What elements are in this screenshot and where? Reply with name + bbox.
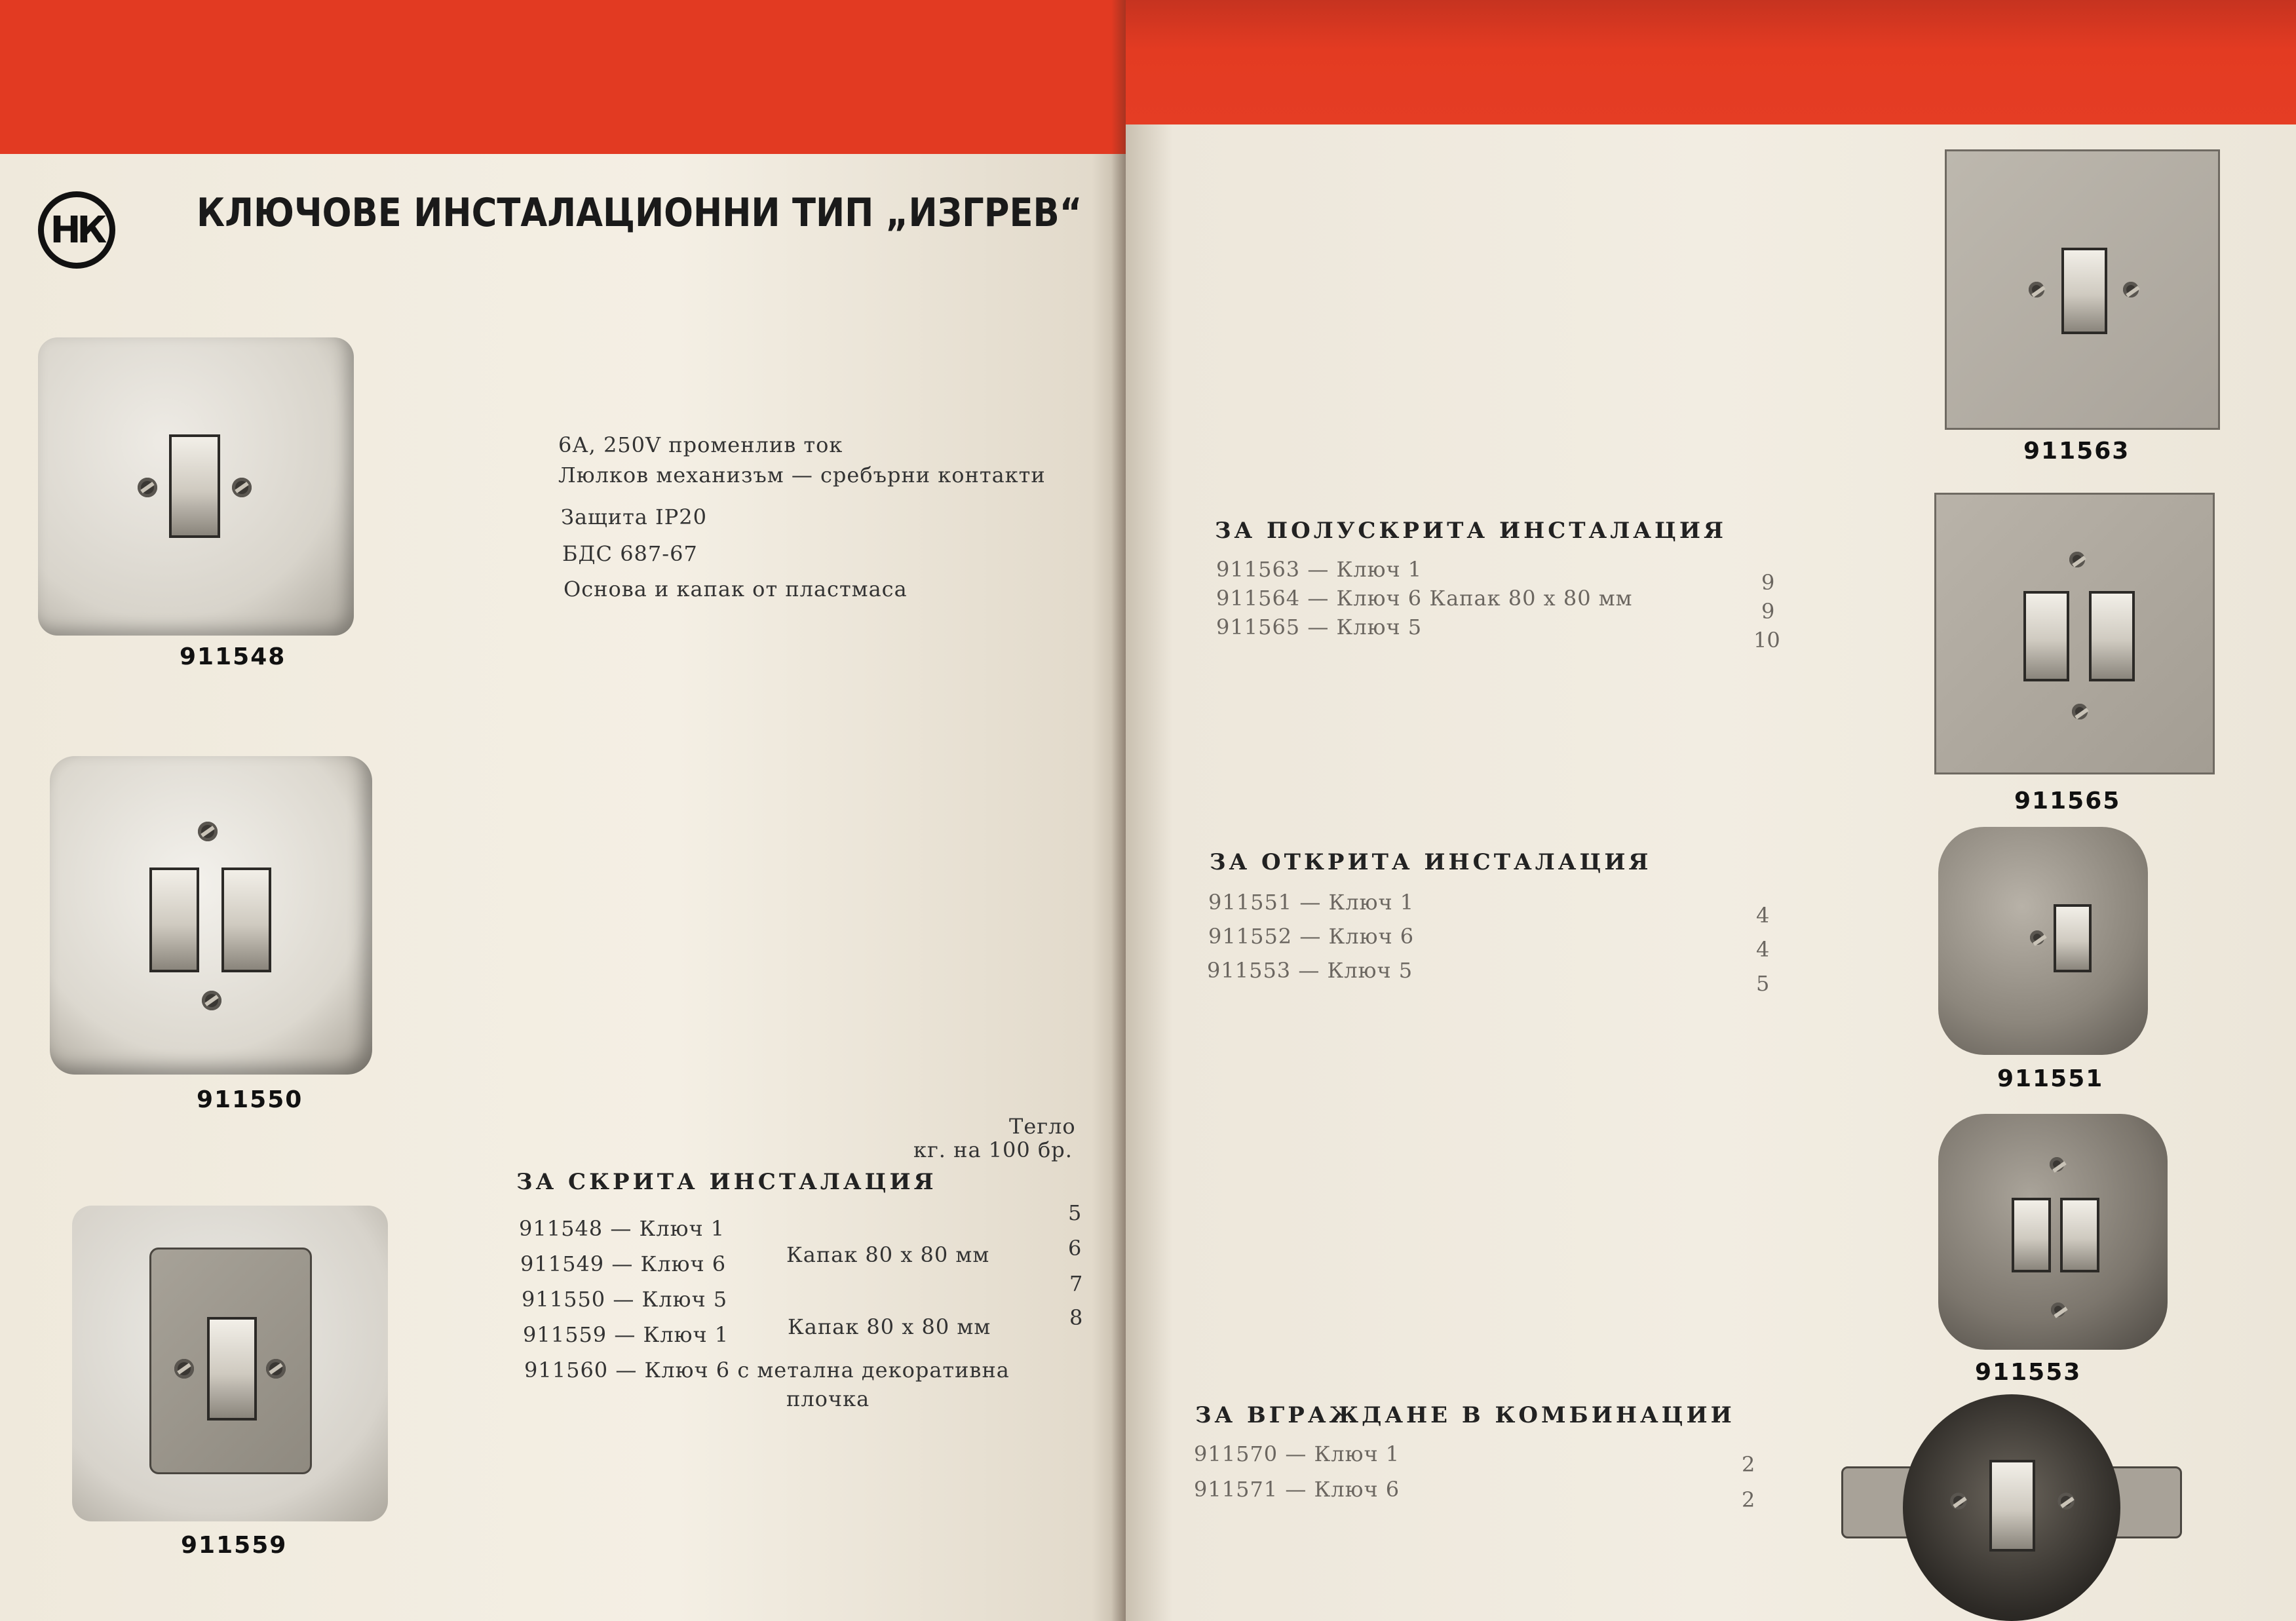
screw-icon: [2050, 1157, 2064, 1172]
weight-header-line1: Тегло: [1009, 1114, 1076, 1139]
rocker-key-right: [221, 868, 271, 972]
table-row: 911553 — Ключ 5: [1207, 958, 1413, 983]
screw-icon: [2030, 930, 2044, 945]
rocker-key-right: [2089, 591, 2135, 681]
screw-icon: [2057, 1493, 2075, 1510]
table-row: 911559 — Ключ 1: [523, 1322, 729, 1347]
switch-photo-911553: [1938, 1114, 2168, 1350]
switch-photo-911551: [1938, 827, 2148, 1055]
screw-icon: [2051, 1303, 2065, 1317]
right-page: [1126, 0, 2296, 1621]
section-title-concealed: ЗА СКРИТА ИНСТАЛАЦИЯ: [516, 1169, 937, 1195]
photo-code-label: 911553: [1975, 1359, 2082, 1386]
weight-value: 9: [1761, 599, 1775, 624]
row-continuation: плочка: [786, 1386, 870, 1411]
screw-icon: [202, 991, 221, 1010]
weight-value: 4: [1756, 903, 1770, 928]
photo-code-label: 911548: [180, 643, 286, 670]
table-row: 911570 — Ключ 1: [1194, 1441, 1400, 1466]
switch-photo-builtin: [1841, 1394, 2182, 1621]
row-note: Капак 80 х 80 мм: [788, 1314, 991, 1339]
screw-icon: [138, 478, 157, 497]
left-page: [0, 0, 1126, 1621]
rocker-key-left: [2023, 591, 2069, 681]
weight-value: 5: [1756, 971, 1770, 996]
photo-code-label: 911565: [2014, 788, 2121, 814]
switch-photo-911565: [1934, 493, 2215, 774]
table-row: 911548 — Ключ 1: [519, 1216, 725, 1241]
weight-value: 4: [1756, 937, 1770, 962]
rocker-key-left: [149, 868, 199, 972]
table-row: 911549 — Ключ 6: [520, 1251, 727, 1276]
red-header-band: [0, 0, 1126, 154]
screw-icon: [198, 822, 218, 841]
rocker-key: [2054, 904, 2092, 972]
weight-value: 5: [1068, 1200, 1082, 1225]
screw-icon: [2123, 282, 2139, 297]
rocker-key: [207, 1317, 257, 1421]
weight-value: 10: [1753, 628, 1780, 653]
spec-line: Защита IP20: [561, 505, 707, 529]
red-header-band: [1126, 0, 2296, 124]
section-title-semiconcealed: ЗА ПОЛУСКРИТА ИНСТАЛАЦИЯ: [1215, 518, 1727, 544]
switch-photo-911563: [1945, 149, 2220, 430]
rocker-key: [2061, 248, 2107, 334]
screw-icon: [1950, 1493, 1967, 1510]
screw-icon: [2069, 552, 2085, 567]
table-row: 911563 — Ключ 1: [1216, 557, 1423, 582]
screw-icon: [266, 1359, 286, 1379]
table-row: 911550 — Ключ 5: [522, 1287, 728, 1312]
photo-code-label: 911551: [1997, 1065, 2104, 1092]
weight-header-line2: кг. на 100 бр.: [913, 1137, 1073, 1162]
rocker-key: [169, 434, 220, 538]
screw-icon: [174, 1359, 194, 1379]
weight-value: 2: [1742, 1487, 1755, 1512]
switch-photo-911550: [50, 756, 372, 1075]
table-row: 911564 — Ключ 6 Капак 80 х 80 мм: [1216, 586, 1633, 611]
rocker-key-right: [2060, 1198, 2099, 1272]
weight-value: 9: [1761, 570, 1775, 595]
spec-line: 6А, 250V променлив ток: [558, 432, 843, 457]
section-title-open: ЗА ОТКРИТА ИНСТАЛАЦИЯ: [1210, 849, 1652, 875]
switch-plate: [50, 756, 372, 1075]
photo-code-label: 911550: [197, 1086, 303, 1113]
table-row: 911551 — Ключ 1: [1208, 890, 1415, 915]
spec-line: Основа и капак от пластмаса: [564, 577, 908, 601]
table-row: 911560 — Ключ 6 с метална декоративна: [524, 1358, 1010, 1383]
switch-photo-911559: [72, 1206, 388, 1521]
photo-code-label: 911563: [2023, 438, 2130, 465]
weight-value: 7: [1069, 1271, 1083, 1296]
spec-line: Люлков механизъм — сребърни контакти: [558, 463, 1046, 487]
table-row: 911552 — Ключ 6: [1208, 924, 1415, 949]
rocker-key: [1989, 1460, 2035, 1552]
photo-code-label: 911559: [181, 1532, 288, 1559]
switch-photo-911548: [38, 337, 354, 636]
table-row: 911565 — Ключ 5: [1216, 615, 1423, 639]
rocker-key-left: [2012, 1198, 2051, 1272]
weight-value: 6: [1068, 1236, 1082, 1261]
table-row: 911571 — Ключ 6: [1194, 1477, 1400, 1502]
weight-value: 8: [1069, 1305, 1083, 1330]
row-note: Капак 80 х 80 мм: [786, 1242, 990, 1267]
company-logo-icon: НК: [38, 191, 115, 269]
switch-plate: [1934, 493, 2215, 774]
weight-value: 2: [1742, 1452, 1755, 1477]
page-title: КЛЮЧОВЕ ИНСТАЛАЦИОННИ ТИП „ИЗГРЕВ“: [197, 190, 1082, 236]
spec-line: БДС 687-67: [562, 541, 698, 566]
screw-icon: [2072, 704, 2088, 719]
screw-icon: [2029, 282, 2044, 297]
section-title-builtin: ЗА ВГРАЖДАНЕ В КОМБИНАЦИИ: [1195, 1402, 1735, 1428]
screw-icon: [232, 478, 252, 497]
